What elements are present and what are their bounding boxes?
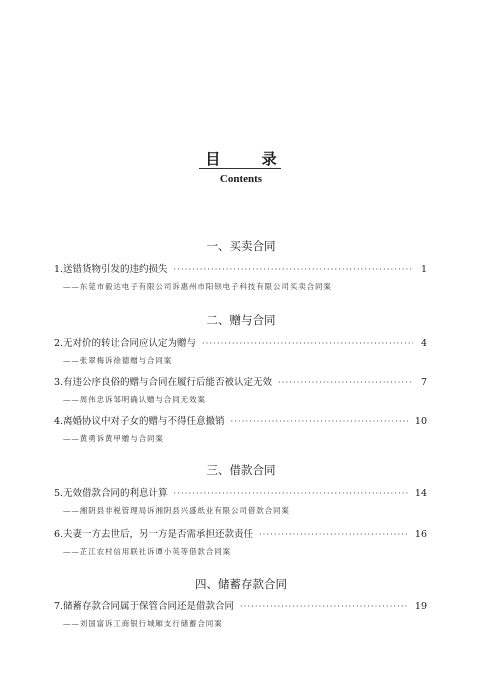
entry-case-name: ——周伟忠诉邹明确认赠与合同无效案 [63, 395, 206, 404]
entry-page-number[interactable]: 1 [420, 264, 427, 275]
toc-entry[interactable] [54, 376, 427, 405]
entry-number: 6. [54, 529, 64, 540]
entry-number: 4. [54, 416, 64, 427]
entry-number: 7. [54, 601, 64, 612]
toc-entry[interactable] [54, 600, 427, 629]
dot-leader [202, 337, 413, 350]
toc-title: 目 录 [205, 150, 295, 168]
dot-leader [174, 487, 409, 500]
entry-number: 3. [54, 377, 64, 388]
toc-entry[interactable] [54, 487, 427, 516]
entry-page-number[interactable]: 7 [420, 377, 427, 388]
entry-title[interactable]: 离婚协议中对子女的赠与不得任意撤销 [63, 416, 225, 427]
section-heading: 四、储蓄存款合同 [195, 577, 287, 591]
entry-page-number[interactable]: 19 [414, 601, 427, 612]
entry-title[interactable]: 无对价的转让合同应认定为赠与 [63, 338, 197, 349]
entry-title[interactable]: 有违公序良俗的赠与合同在履行后能否被认定无效 [63, 377, 273, 388]
entry-page-number[interactable]: 4 [420, 338, 427, 349]
entry-page-number[interactable]: 10 [414, 416, 427, 427]
toc-entry[interactable] [54, 528, 427, 557]
entry-title[interactable]: 夫妻一方去世后，另一方是否需承担还款责任 [63, 529, 254, 540]
section-heading: 一、买卖合同 [206, 239, 276, 253]
entry-number: 1. [54, 264, 64, 275]
entry-page-number[interactable]: 16 [414, 529, 427, 540]
entry-case-name: ——黄勇诉黄甲赠与合同案 [63, 434, 164, 443]
section-heading: 三、借款合同 [206, 463, 276, 477]
toc-entry[interactable] [54, 263, 427, 292]
toc-entry[interactable] [54, 337, 427, 366]
entry-number: 5. [54, 488, 64, 499]
entry-number: 2. [54, 338, 64, 349]
dot-leader [259, 528, 409, 541]
entry-title[interactable]: 储蓄存款合同属于保管合同还是借款合同 [63, 601, 235, 612]
entry-case-name: ——张翠梅诉徐德赠与合同案 [63, 356, 173, 365]
section-heading: 二、赠与合同 [206, 313, 276, 327]
entry-case-name: ——刘国富诉工商银行城厢支行储蓄合同案 [63, 619, 223, 628]
toc-entry[interactable] [54, 415, 427, 444]
dot-leader [240, 600, 409, 613]
dot-leader [231, 415, 409, 428]
dot-leader [278, 376, 413, 389]
entry-case-name: ——湘阴县非税管理局诉湘阴县兴盛纸业有限公司借款合同案 [63, 506, 290, 515]
title-divider [199, 168, 281, 169]
entry-case-name: ——芷江农村信用联社诉谭小英等借款合同案 [63, 547, 231, 556]
toc-subtitle: Contents [219, 173, 263, 185]
entry-title[interactable]: 无效借款合同的利息计算 [63, 488, 168, 499]
entry-page-number[interactable]: 14 [414, 488, 427, 499]
entry-title[interactable]: 送错货物引发的违约损失 [63, 264, 168, 275]
entry-case-name: ——东莞市毅达电子有限公司诉惠州市阳钡电子科技有限公司买卖合同案 [63, 282, 332, 291]
dot-leader [174, 263, 413, 276]
